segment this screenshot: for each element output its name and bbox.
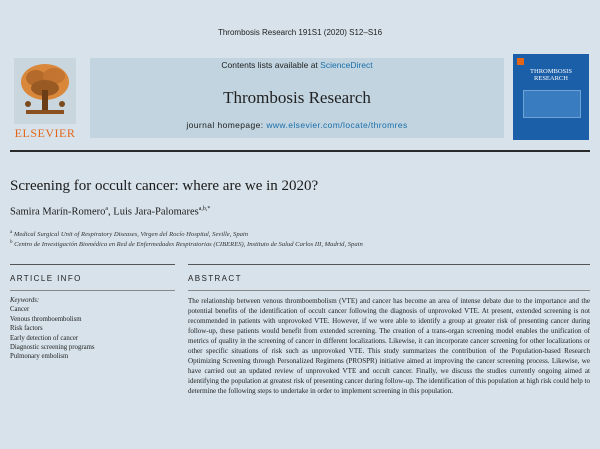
- affiliation-text: Centro de Investigación Biomédica en Red de Enfermedades Respiratorias (CIBERES), Instituto de Salud Carlos III, Madrid, Spain: [14, 241, 363, 249]
- keywords-list: [10, 296, 175, 362]
- abstract-divider: [188, 290, 590, 291]
- journal-homepage-line: [90, 120, 504, 130]
- keyword-item[interactable]: Cancer: [10, 306, 30, 314]
- cover-title: THROMBOSIS RESEARCH: [530, 68, 572, 83]
- journal-citation: Thrombosis Research 191S1 (2020) S12–S16: [217, 28, 383, 37]
- journal-title: Thrombosis Research: [223, 88, 371, 107]
- author-separator: ,: [108, 206, 114, 218]
- author-affiliation-marker: a,b,*: [198, 206, 211, 212]
- cover-publisher-icon: [517, 58, 524, 65]
- elsevier-logo[interactable]: [10, 58, 80, 140]
- abstract-heading: ABSTRACT: [188, 274, 242, 283]
- article-title: Screening for occult cancer: where are we in 2020?: [10, 178, 319, 194]
- author-affiliation-marker: a: [105, 206, 109, 212]
- keyword-item[interactable]: Venous thromboembolism: [10, 315, 82, 323]
- article-info-divider: [10, 290, 175, 291]
- contents-available-line: [90, 60, 504, 70]
- affiliation: [10, 230, 248, 238]
- abstract-text: The relationship between venous thromboembolism (VTE) and cancer has become an area of intense debate due to the importance and the potential benefits of the identification of occult cancer following the diagnosis of unprovoked VTE. At present, extended screening is not recommended in patients with unprovoked VTE. However, if we were able to identify a group at greater risk of presenting cancer during follow-up, these patients would benefit from extended screening. The creation of a trans-organ screening model enables the unification of metrics of quality in the screening of cancer in different localizations. Likewise, it can incorporate cancer screening for other localizations or other specific situations of risk such as unprovoked VTE. This study summarizes the contribution of the Population-based Research Optimizing Screening through Personalized Regimens (PROSPR) initiative aimed at improving the cancer screening process. Likewise, we have carried out an updated review of unprovoked VTE and occult cancer. Finally, we discuss the studies currently ongoing aimed at identifying the population at greatest risk of presenting cancer during follow-up. The identification of this population at high risk could help to determine the following steps to undertake in order to implement screening in this population.: [188, 297, 590, 395]
- keyword-item[interactable]: Diagnostic screening programs: [10, 344, 95, 352]
- article-info-top-rule: [10, 264, 175, 265]
- abstract-top-rule: [188, 264, 590, 265]
- journal-masthead: [8, 52, 592, 144]
- keyword-item[interactable]: Early detection of cancer: [10, 334, 79, 342]
- affiliation-text: Medical Surgical Unit of Respiratory Diseases, Virgen del Rocío Hospital, Seville, Spain: [13, 231, 249, 239]
- homepage-prefix: journal homepage:: [186, 120, 267, 130]
- journal-cover[interactable]: [513, 54, 589, 140]
- journal-info-panel: [90, 58, 504, 138]
- article-info-heading: ARTICLE INFO: [10, 274, 82, 283]
- keyword-item[interactable]: Pulmonary embolism: [10, 353, 69, 361]
- affiliation-marker: a: [10, 230, 13, 235]
- header-divider: [10, 150, 590, 152]
- contents-prefix: Contents lists available at: [221, 60, 321, 70]
- author-name[interactable]: Luis Jara-Palomares: [113, 206, 199, 218]
- elsevier-tree-icon: [14, 58, 76, 124]
- affiliation: [10, 240, 363, 248]
- sciencedirect-link[interactable]: ScienceDirect: [320, 60, 373, 70]
- author-name[interactable]: Samira Marín-Romero: [10, 206, 106, 218]
- affiliation-marker: b: [10, 240, 13, 245]
- author-list: [10, 206, 210, 218]
- journal-homepage-link[interactable]: www.elsevier.com/locate/thromres: [266, 120, 408, 130]
- elsevier-wordmark: ELSEVIER: [14, 126, 76, 140]
- cover-graphic: [523, 90, 581, 118]
- keyword-item[interactable]: Risk factors: [10, 325, 43, 333]
- keywords-label: Keywords:: [10, 297, 40, 304]
